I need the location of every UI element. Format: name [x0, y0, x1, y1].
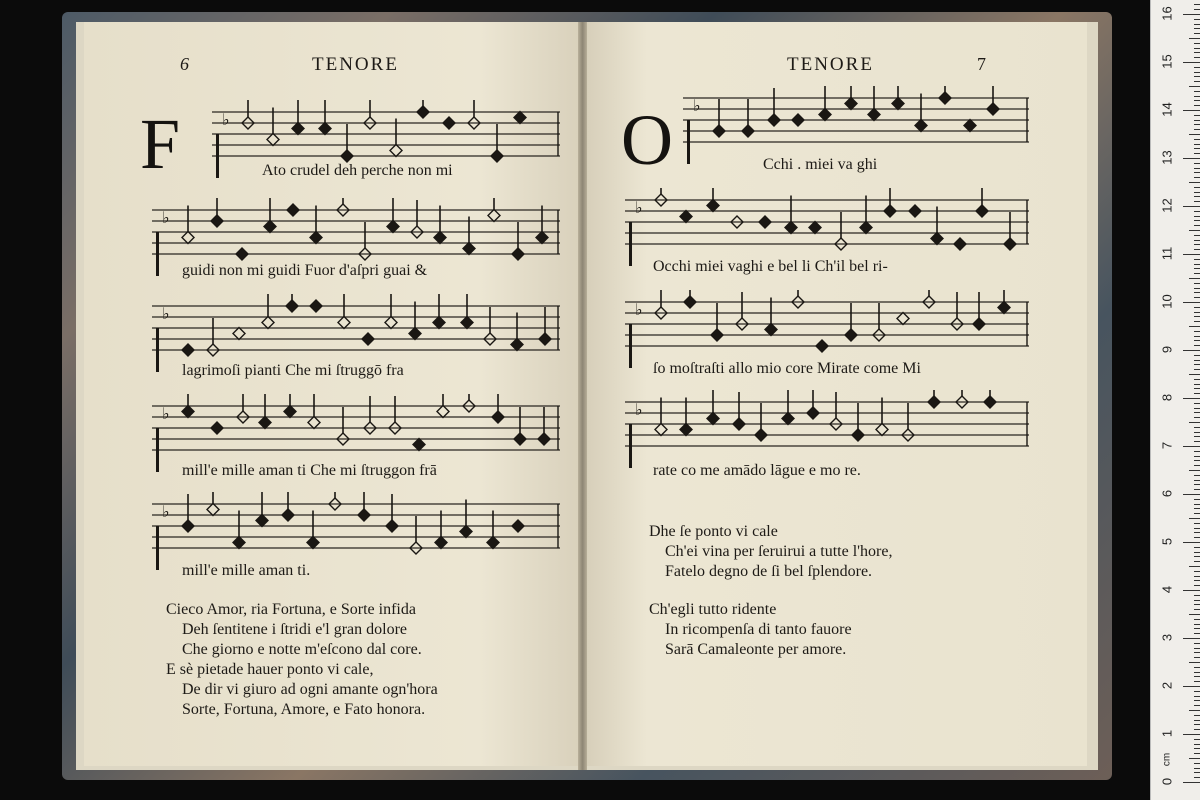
ruler-tick — [1194, 600, 1200, 601]
ruler-tick — [1194, 768, 1200, 769]
ruler-tick — [1194, 28, 1200, 29]
ruler-label: 16 — [1159, 6, 1175, 21]
ruler-tick — [1194, 57, 1200, 58]
ruler-tick — [1189, 38, 1200, 39]
svg-text:♭: ♭ — [162, 502, 170, 522]
ruler-tick — [1194, 729, 1200, 730]
ruler-tick — [1194, 532, 1200, 533]
ruler-tick — [1194, 720, 1200, 721]
ruler-tick — [1194, 105, 1200, 106]
ruler-tick — [1189, 566, 1200, 567]
ruler-tick — [1194, 316, 1200, 317]
ruler-tick — [1194, 148, 1200, 149]
ruler-tick — [1194, 345, 1200, 346]
ruler-tick — [1194, 624, 1200, 625]
ruler-tick — [1194, 585, 1200, 586]
ruler-tick — [1194, 633, 1200, 634]
ruler-tick — [1194, 81, 1200, 82]
ruler-tick — [1194, 504, 1200, 505]
ruler-tick — [1194, 48, 1200, 49]
ruler-tick — [1194, 331, 1200, 332]
ruler-label: 0 — [1159, 777, 1175, 786]
ruler-tick — [1194, 211, 1200, 212]
ruler-tick — [1194, 753, 1200, 754]
left-page-header: TENORE — [312, 54, 399, 75]
ruler-tick — [1194, 24, 1200, 25]
svg-text:♭: ♭ — [635, 198, 643, 218]
svg-text:♭: ♭ — [635, 400, 643, 420]
ruler-tick — [1194, 696, 1200, 697]
right-page-number: 7 — [977, 54, 986, 74]
ruler-tick — [1194, 172, 1200, 173]
ruler-tick — [1194, 201, 1200, 202]
ruler-tick — [1194, 360, 1200, 361]
verse-line: Fatelo degno de ſi bel ſplendore. — [665, 563, 873, 580]
ruler-tick — [1194, 436, 1200, 437]
ruler-tick — [1194, 340, 1200, 341]
ruler-tick — [1194, 144, 1200, 145]
verse-line: E sè pietade hauer ponto vi cale, — [166, 661, 374, 678]
left-page — [84, 22, 578, 766]
ruler-tick — [1194, 153, 1200, 154]
svg-text:♭: ♭ — [162, 404, 170, 424]
ruler-tick — [1194, 528, 1200, 529]
verse-line: Che giorno e notte m'eſcono dal core. — [182, 641, 422, 658]
ruler-tick — [1189, 470, 1200, 471]
ruler-unit: cm — [1161, 752, 1173, 767]
lyric-line: ſo moſtraſti allo mio core Mirate come Mi — [653, 360, 921, 377]
ruler-tick — [1194, 67, 1200, 68]
ruler-tick — [1189, 182, 1200, 183]
ruler-tick — [1183, 254, 1200, 255]
ruler-tick — [1194, 451, 1200, 452]
ruler-tick — [1194, 43, 1200, 44]
ruler-tick — [1194, 216, 1200, 217]
ruler-tick — [1189, 614, 1200, 615]
ruler-tick — [1194, 312, 1200, 313]
ruler-tick — [1194, 672, 1200, 673]
ruler-tick — [1194, 691, 1200, 692]
ruler-tick — [1194, 508, 1200, 509]
ruler-label: 15 — [1159, 54, 1175, 69]
ruler-tick — [1194, 91, 1200, 92]
ruler-tick — [1194, 705, 1200, 706]
ruler-label: 9 — [1159, 345, 1175, 354]
ruler-tick — [1194, 100, 1200, 101]
ruler-tick — [1194, 609, 1200, 610]
ruler-tick — [1194, 187, 1200, 188]
ruler-tick — [1194, 657, 1200, 658]
ruler-tick — [1183, 158, 1200, 159]
ruler-tick — [1194, 595, 1200, 596]
right-drop-initial: O — [621, 100, 673, 180]
lyric-line: rate co me amādo lāgue e mo re. — [653, 462, 861, 479]
ruler-tick — [1194, 307, 1200, 308]
ruler-tick — [1194, 355, 1200, 356]
right-page — [587, 22, 1087, 766]
ruler-tick — [1194, 763, 1200, 764]
ruler-tick — [1194, 297, 1200, 298]
ruler-tick — [1183, 542, 1200, 543]
ruler-tick — [1189, 710, 1200, 711]
ruler-tick — [1183, 734, 1200, 735]
ruler-tick — [1194, 475, 1200, 476]
ruler-tick — [1194, 249, 1200, 250]
ruler-tick — [1183, 638, 1200, 639]
right-verse-2 — [649, 600, 852, 660]
ruler-tick — [1194, 240, 1200, 241]
ruler-tick — [1194, 264, 1200, 265]
ruler-tick — [1189, 134, 1200, 135]
lyric-line: Ato crudel deh perche non mi — [262, 162, 453, 179]
ruler-tick — [1183, 302, 1200, 303]
lyric-line: Cchi . miei va ghi — [763, 156, 878, 173]
ruler-tick — [1194, 379, 1200, 380]
ruler-tick — [1189, 374, 1200, 375]
left-verse — [166, 600, 438, 720]
ruler-tick — [1194, 460, 1200, 461]
verse-line: De dir vi giuro ad ogni amante ogn'hora — [182, 681, 438, 698]
ruler-tick — [1194, 225, 1200, 226]
svg-text:♭: ♭ — [693, 96, 701, 116]
ruler-label: 11 — [1159, 246, 1175, 261]
lyric-line: Occhi miei vaghi e bel li Ch'il bel ri- — [653, 258, 888, 275]
ruler-tick — [1194, 336, 1200, 337]
ruler-tick — [1194, 571, 1200, 572]
ruler-tick — [1194, 715, 1200, 716]
ruler-tick — [1189, 662, 1200, 663]
ruler-tick — [1194, 576, 1200, 577]
ruler-tick — [1194, 523, 1200, 524]
ruler-tick — [1194, 724, 1200, 725]
lyric-line: mill'e mille aman ti Che mi ſtruggon frā — [182, 462, 437, 479]
verse-line: Dhe ſe ponto vi cale — [649, 523, 778, 540]
ruler-tick — [1194, 628, 1200, 629]
ruler-tick — [1194, 364, 1200, 365]
ruler-tick — [1194, 115, 1200, 116]
ruler-tick — [1194, 4, 1200, 5]
ruler-tick — [1194, 456, 1200, 457]
ruler-tick — [1183, 446, 1200, 447]
ruler-tick — [1194, 619, 1200, 620]
ruler-tick — [1194, 552, 1200, 553]
verse-line: Sorte, Fortuna, Amore, e Fato honora. — [182, 701, 426, 718]
ruler-tick — [1194, 33, 1200, 34]
ruler-tick — [1194, 369, 1200, 370]
ruler-tick — [1194, 777, 1200, 778]
ruler-tick — [1194, 268, 1200, 269]
ruler-tick — [1194, 244, 1200, 245]
ruler-tick — [1194, 748, 1200, 749]
ruler-tick — [1183, 350, 1200, 351]
book-gutter — [578, 22, 587, 770]
ruler-tick — [1194, 484, 1200, 485]
ruler-tick — [1194, 513, 1200, 514]
ruler-tick — [1183, 206, 1200, 207]
lyric-line: lagrimoſi pianti Che mi ſtruggō fra — [182, 362, 404, 379]
ruler-tick — [1183, 782, 1200, 783]
ruler-tick — [1194, 547, 1200, 548]
ruler-tick — [1194, 604, 1200, 605]
left-page-number: 6 — [180, 54, 189, 74]
verse-line: Ch'egli tutto ridente — [649, 601, 777, 618]
ruler-tick — [1183, 62, 1200, 63]
ruler-tick — [1194, 667, 1200, 668]
ruler-tick — [1194, 489, 1200, 490]
ruler-tick — [1183, 686, 1200, 687]
ruler-tick — [1194, 9, 1200, 10]
ruler-tick — [1194, 681, 1200, 682]
ruler-tick — [1194, 403, 1200, 404]
ruler-label: 1 — [1159, 729, 1175, 738]
ruler-tick — [1194, 96, 1200, 97]
ruler-label: 4 — [1159, 585, 1175, 594]
ruler-tick — [1194, 432, 1200, 433]
ruler-tick — [1194, 283, 1200, 284]
ruler-tick — [1189, 326, 1200, 327]
ruler-label: 14 — [1159, 102, 1175, 117]
verse-line: Sarā Camaleonte per amore. — [665, 641, 847, 658]
ruler-tick — [1194, 648, 1200, 649]
ruler-tick — [1194, 124, 1200, 125]
ruler-tick — [1194, 580, 1200, 581]
ruler-tick — [1194, 417, 1200, 418]
ruler-tick — [1194, 129, 1200, 130]
ruler-tick — [1194, 652, 1200, 653]
ruler-tick — [1194, 220, 1200, 221]
ruler-tick — [1189, 518, 1200, 519]
ruler-tick — [1194, 441, 1200, 442]
ruler-tick — [1194, 192, 1200, 193]
ruler-tick — [1183, 14, 1200, 15]
ruler-tick — [1194, 556, 1200, 557]
ruler-tick — [1189, 278, 1200, 279]
ruler-label: 2 — [1159, 681, 1175, 690]
verse-line: Cieco Amor, ria Fortuna, e Sorte infida — [166, 601, 416, 618]
verse-line: In ricompenſa di tanto fauore — [665, 621, 852, 638]
ruler-tick — [1194, 72, 1200, 73]
ruler-tick — [1194, 393, 1200, 394]
ruler-tick — [1194, 408, 1200, 409]
left-drop-initial: F — [140, 104, 181, 184]
open-book-spread — [76, 22, 1098, 770]
ruler-tick — [1189, 86, 1200, 87]
svg-text:♭: ♭ — [635, 300, 643, 320]
ruler-tick — [1183, 110, 1200, 111]
right-page-header: TENORE — [787, 54, 874, 75]
ruler-tick — [1194, 52, 1200, 53]
ruler-tick — [1194, 163, 1200, 164]
ruler-label: 5 — [1159, 537, 1175, 546]
ruler-tick — [1194, 744, 1200, 745]
ruler-tick — [1194, 196, 1200, 197]
svg-text:♭: ♭ — [162, 208, 170, 228]
verse-line: Ch'ei vina per ſeruirui a tutte l'hore, — [665, 543, 893, 560]
ruler-tick — [1183, 494, 1200, 495]
ruler-tick — [1194, 465, 1200, 466]
ruler-tick — [1189, 422, 1200, 423]
ruler-tick — [1194, 427, 1200, 428]
ruler-tick — [1194, 499, 1200, 500]
ruler-label: 10 — [1159, 294, 1175, 309]
ruler-tick — [1194, 235, 1200, 236]
ruler-tick — [1183, 590, 1200, 591]
ruler-tick — [1189, 230, 1200, 231]
verse-line: Deh ſentitene i ſtridi e'l gran dolore — [182, 621, 408, 638]
ruler-tick — [1194, 700, 1200, 701]
ruler-tick — [1194, 321, 1200, 322]
ruler-tick — [1194, 259, 1200, 260]
ruler-tick — [1194, 384, 1200, 385]
ruler-tick — [1194, 120, 1200, 121]
lyric-line: mill'e mille aman ti. — [182, 562, 311, 579]
ruler-tick — [1194, 480, 1200, 481]
measurement-ruler — [1150, 0, 1200, 800]
ruler-tick — [1183, 398, 1200, 399]
ruler-tick — [1194, 643, 1200, 644]
ruler-tick — [1194, 139, 1200, 140]
ruler-tick — [1194, 288, 1200, 289]
ruler-label: 6 — [1159, 489, 1175, 498]
ruler-tick — [1194, 772, 1200, 773]
svg-text:♭: ♭ — [222, 110, 230, 130]
ruler-tick — [1194, 676, 1200, 677]
ruler-label: 13 — [1159, 150, 1175, 165]
ruler-tick — [1194, 76, 1200, 77]
ruler-tick — [1194, 388, 1200, 389]
ruler-tick — [1194, 292, 1200, 293]
ruler-label: 3 — [1159, 633, 1175, 642]
lyric-line: guidi non mi guidi Fuor d'aſpri guai & — [182, 262, 428, 279]
ruler-tick — [1194, 537, 1200, 538]
ruler-tick — [1194, 412, 1200, 413]
ruler-label: 8 — [1159, 393, 1175, 402]
ruler-tick — [1194, 561, 1200, 562]
svg-text:♭: ♭ — [162, 304, 170, 324]
ruler-label: 7 — [1159, 441, 1175, 450]
ruler-label: 12 — [1159, 198, 1175, 213]
ruler-tick — [1194, 19, 1200, 20]
ruler-tick — [1194, 168, 1200, 169]
ruler-tick — [1194, 273, 1200, 274]
ruler-tick — [1194, 177, 1200, 178]
ruler-tick — [1194, 739, 1200, 740]
ruler-tick — [1189, 758, 1200, 759]
right-verse-1 — [649, 522, 892, 582]
